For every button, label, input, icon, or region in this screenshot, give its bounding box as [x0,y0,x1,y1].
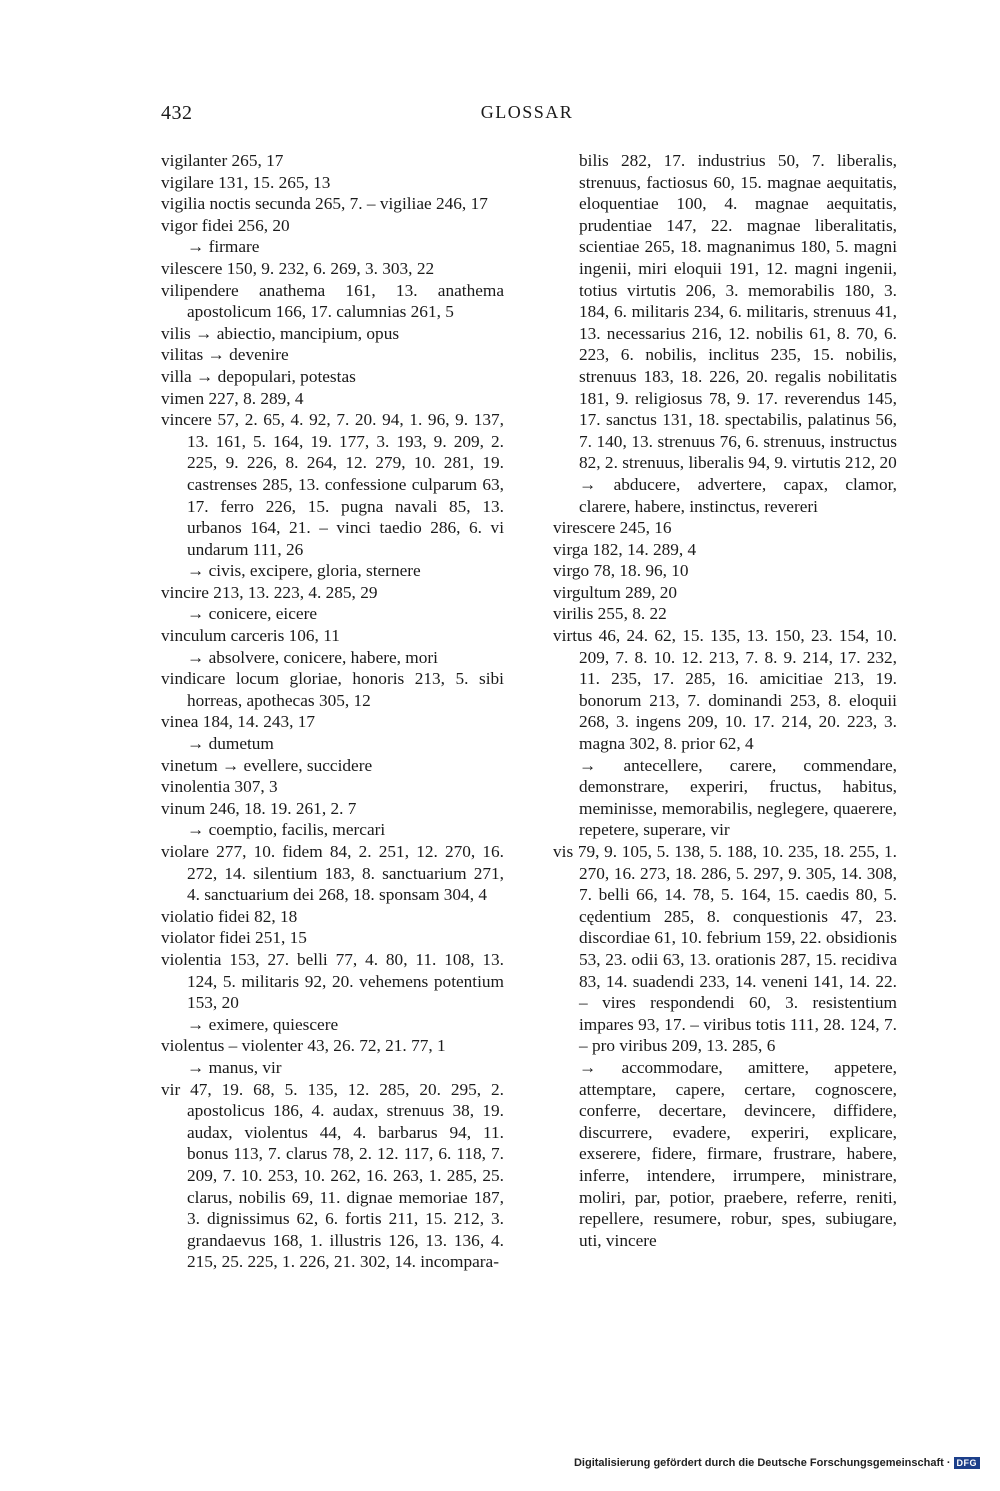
glossary-entry: villa → depopulari, potestas [161,366,356,386]
cross-reference: → civis, excipere, gloria, sternere [187,561,421,581]
cross-reference: → manus, vir [187,1057,282,1077]
digitization-credit [574,1457,980,1469]
glossary-column-left [161,150,504,1273]
glossary-entry: vinea 184, 14. 243, 17 [161,712,316,732]
glossary-entry: vincere 57, 2. 65, 4. 92, 7. 20. 94, 1. 96, 9. 137, 13. 161, 5. 164, 19. 177, 3. 193, 9. 209, 2. 225, 9. 226, 8. 264, 12. 279, 10. 281, 19. castrenses 285, 13. confessione culparum 63, 17. ferro 226, 15. pugna navali 85, 13. urbanos 164, 21. – vinci taedio 286, 6. vi undarum 111, 26 [161,410,504,559]
glossary-entry: vigor fidei 256, 20 [161,215,290,235]
glossary-entry: vinculum carceris 106, 11 [161,626,340,646]
glossary-entry: vilis → abiectio, mancipium, opus [161,323,400,343]
page-number: 432 [161,102,193,124]
dfg-logo-icon: DFG [954,1457,981,1469]
glossary-entry: vinum 246, 18. 19. 261, 2. 7 [161,798,357,818]
glossary-entry: violatio fidei 82, 18 [161,906,298,926]
running-head: GLOSSAR [480,102,574,122]
cross-reference: → firmare [187,237,260,257]
glossary-entry: violentus – violenter 43, 26. 72, 21. 77, 1 [161,1036,446,1056]
glossary-entry: vis 79, 9. 105, 5. 138, 5. 188, 10. 235, 18. 255, 1. 270, 16. 273, 18. 286, 5. 297, 9. 305, 14. 308, 7. belli 66, 14. 78, 5. 164, 15. caedis 80, 5. cędentium 285, 8. conquestionis 47, 23. discordiae 61, 10. febrium 159, 22. obsidionis 53, 23. odii 63, 13. orationis 287, 15. recidiva 83, 14. suadendi 233, 14. veneni 141, 14. 22. – vires respondendi 60, 3. resistentium impares 93, 17. – viribus totis 111, 28. 124, 7. – pro viribus 209, 13. 285, 6 [553,842,897,1056]
glossary-column-right [553,150,897,1251]
glossary-entry: violare 277, 10. fidem 84, 2. 251, 12. 270, 16. 272, 14. silentium 183, 8. sanctuarium 271, 4. sanctuarium dei 268, 18. sponsam 304, 4 [161,842,504,905]
glossary-entry: violentia 153, 27. belli 77, 4. 80, 11. 108, 13. 124, 5. militaris 92, 20. vehemens potentium 153, 20 [161,949,504,1013]
glossary-entry-continued: bilis 282, 17. industrius 50, 7. liberalis, strenuus, factiosus 60, 15. magnae aequitatis, eloquentiae 100, 4. magnae aequitatis, prudentiae 147, 22. magnae liberalitatis, scientiae 265, 18. magnanimus 180, 5. magni ingenii, miri eloquii 191, 12. magni ingenii, totius virtutis 206, 3. memorabilis 180, 3. 184, 6. militaris 234, 6. militaris, strenuus 41, 13. necessarius 216, 12. nobilis 61, 8. 70, 6. 223, 6. nobilis, inclitus 235, 15. nobilis, strenuus 183, 18. 226, 20. regalis nobilitatis 181, 9. religiosus 78, 9. 17. reverendus 145, 17. sanctus 131, 18. spectabilis, palatinus 56, 7. 140, 13. strenuus 76, 6. strenuus, instructus 82, 2. strenuus, liberalis 94, 9. virtutis 212, 20 [579,151,897,473]
cross-reference: → conicere, eicere [187,604,317,624]
cross-reference: → accommodare, amittere, appetere, attemptare, capere, certare, cognoscere, conferre, decertare, devincere, diffidere, discurrere, evadere, experiri, explicare, exserere, fidere, firmare, frustrare, habere, inferre, intendere, irrumpere, ministrare, moliri, par, potior, praebere, referre, reniti, repellere, resumere, robur, spes, subiugare, uti, vincere [579,1057,897,1250]
glossary-entry: vilitas → devenire [161,345,289,365]
glossary-entry: vilipendere anathema 161, 13. anathema apostolicum 166, 17. calumnias 261, 5 [161,280,504,322]
glossary-entry: virtus 46, 24. 62, 15. 135, 13. 150, 23. 154, 10. 209, 7. 8. 10. 12. 213, 7. 8. 9. 214, 17. 232, 11. 235, 17. 285, 16. amicitiae 213, 19. bonorum 213, 7. dominandi 253, 8. eloquii 268, 3. ingens 209, 10. 17. 214, 20. 223, 3. magna 302, 8. prior 62, 4 [553,626,897,754]
glossary-entry: vigilanter 265, 17 [161,151,284,170]
glossary-entry: virgultum 289, 20 [553,582,678,602]
glossary-entry: vigilare 131, 15. 265, 13 [161,172,331,192]
cross-reference: → dumetum [187,734,274,754]
glossary-entry: vir 47, 19. 68, 5. 135, 12. 285, 20. 295, 2. apostolicus 186, 4. audax, strenuus 38, 19. audax, violentus 44, 4. barbarus 94, 11. bonus 113, 7. clarus 78, 2. 12. 117, 6. 118, 7. 209, 7. 10. 253, 10. 262, 16. 263, 1. 285, 25. clarus, nobilis 69, 11. dignae memoriae 187, 3. dignissimus 62, 6. fortis 211, 15. 212, 3. grandaevus 168, 1. illustris 126, 13. 136, 4. 215, 25. 225, 1. 226, 21. 302, 14. incompara- [161,1079,504,1272]
glossary-entry: vimen 227, 8. 289, 4 [161,388,304,408]
glossary-entry: violator fidei 251, 15 [161,928,307,948]
glossary-entry: vinetum → evellere, succidere [161,755,373,775]
glossary-entry: vincire 213, 13. 223, 4. 285, 29 [161,582,378,602]
cross-reference: → absolvere, conicere, habere, mori [187,647,438,667]
glossary-entry: vigilia noctis secunda 265, 7. – vigiliae 246, 17 [161,194,488,214]
cross-reference: → antecellere, carere, commendare, demonstrare, experiri, fructus, habitus, meminisse, memorabilis, neglegere, quaerere, repetere, superare, vir [579,755,897,840]
glossary-entry: virga 182, 14. 289, 4 [553,539,697,559]
cross-reference: → abducere, advertere, capax, clamor, clarere, habere, instinctus, revereri [579,474,897,516]
glossary-entry: vindicare locum gloriae, honoris 213, 5. sibi horreas, apothecas 305, 12 [161,669,504,710]
glossary-entry: virgo 78, 18. 96, 10 [553,561,689,581]
cross-reference: → coemptio, facilis, mercari [187,820,386,840]
cross-reference: → eximere, quiescere [187,1014,339,1034]
glossary-entry: vinolentia 307, 3 [161,777,278,797]
glossary-entry: virescere 245, 16 [553,518,672,538]
credit-text: Digitalisierung gefördert durch die Deutsche Forschungsgemeinschaft · [573,1457,951,1469]
glossary-entry: virilis 255, 8. 22 [553,604,667,624]
glossary-entry: vilescere 150, 9. 232, 6. 269, 3. 303, 22 [161,258,435,278]
